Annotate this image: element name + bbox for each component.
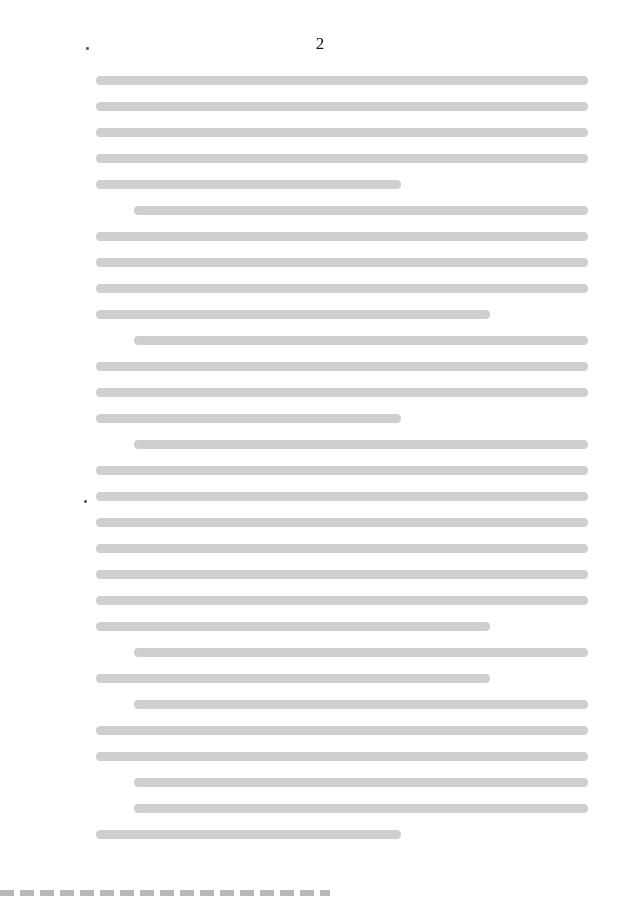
text-line xyxy=(96,726,588,735)
text-line xyxy=(134,440,588,449)
text-line xyxy=(96,180,401,189)
scan-footer-artifact xyxy=(0,890,330,896)
text-line xyxy=(96,232,588,241)
scan-speck xyxy=(86,47,89,50)
text-line xyxy=(96,622,490,631)
text-line xyxy=(134,206,588,215)
text-line xyxy=(96,752,588,761)
text-line xyxy=(96,388,588,397)
text-line xyxy=(96,258,588,267)
text-line xyxy=(96,466,588,475)
text-line xyxy=(96,674,490,683)
text-line xyxy=(134,336,588,345)
text-line xyxy=(96,414,401,423)
text-line xyxy=(96,570,588,579)
text-line xyxy=(96,102,588,111)
text-line xyxy=(134,778,588,787)
text-line xyxy=(96,544,588,553)
text-line xyxy=(96,518,588,527)
text-line-placeholders xyxy=(96,70,588,839)
page-number: 2 xyxy=(315,34,325,53)
text-line xyxy=(96,310,490,319)
text-line xyxy=(134,804,588,813)
body-text-unreadable xyxy=(96,70,588,850)
text-line xyxy=(96,492,588,501)
scan-speck xyxy=(84,500,87,503)
text-line xyxy=(134,648,588,657)
text-line xyxy=(96,128,588,137)
text-line xyxy=(134,700,588,709)
text-line xyxy=(96,596,588,605)
text-line xyxy=(96,154,588,163)
text-line xyxy=(96,830,401,839)
text-line xyxy=(96,362,588,371)
text-line xyxy=(96,76,588,85)
text-line xyxy=(96,284,588,293)
